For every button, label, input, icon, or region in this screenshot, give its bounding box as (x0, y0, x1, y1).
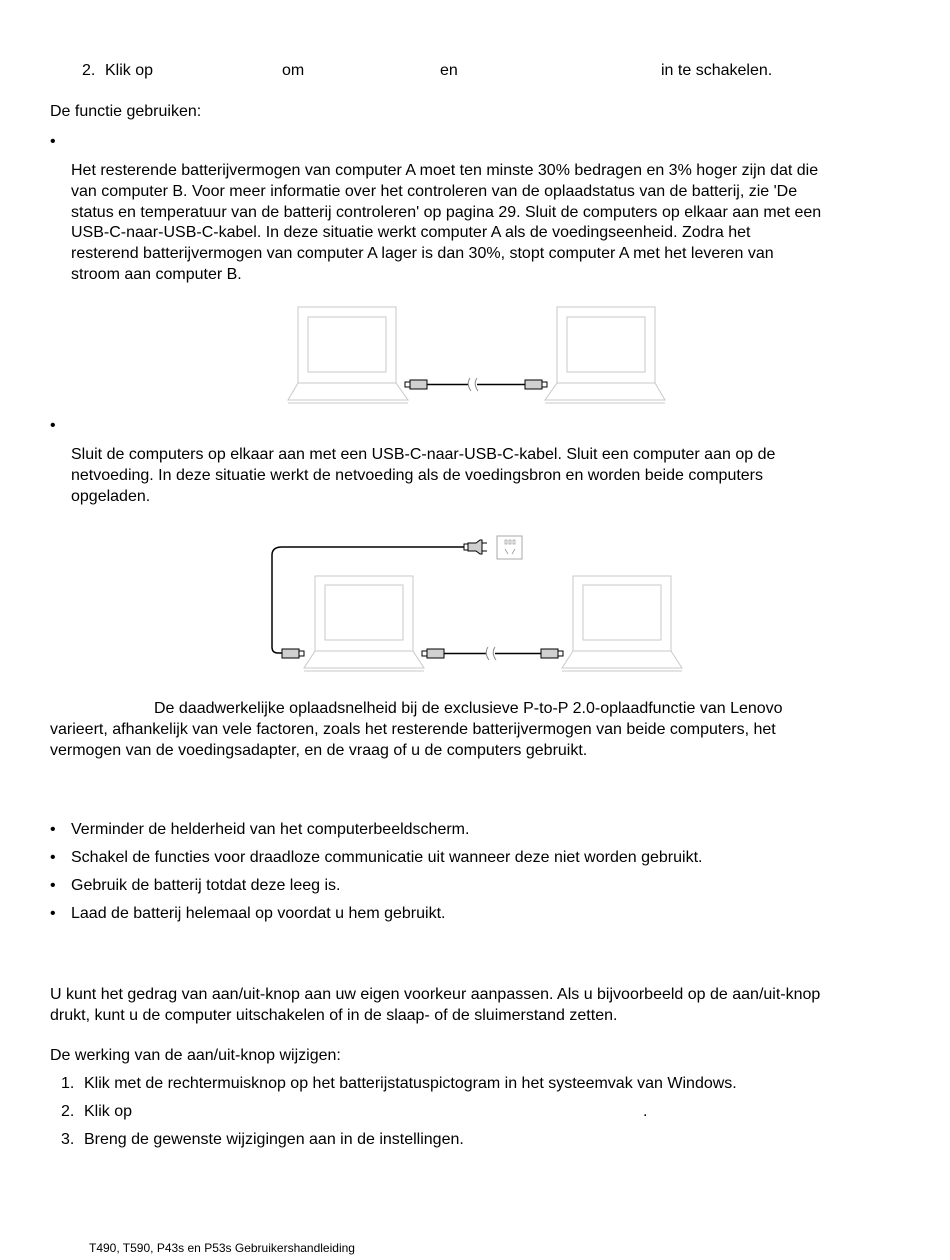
laptops-with-power-diagram (260, 525, 700, 675)
text-line: netvoeding. In deze situatie werkt de netvoeding als de voedingsbron en worden beide computers (71, 466, 764, 484)
step-text: Klik met de rechtermuisknop op het batterijstatuspictogram in het systeemvak van Windows. (84, 1075, 737, 1092)
step-text-part: en (440, 62, 458, 79)
step-number: 2. (61, 1103, 75, 1120)
section-heading: De werking van de aan/uit-knop wijzigen: (50, 1047, 341, 1064)
text-line: De daadwerkelijke oplaadsnelheid bij de exclusieve P-to-P 2.0-oplaadfunctie van Lenovo (154, 700, 783, 717)
step-text-trailing: . (643, 1103, 648, 1120)
bullet-marker: • (50, 877, 56, 894)
laptop-icon (562, 576, 682, 671)
power-button-intro (50, 985, 820, 1027)
text-line: status en temperatuur van de batterij controleren' op pagina 29. Sluit de computers op elkaar aan met een (71, 203, 822, 221)
text-line: opgeladen. (71, 487, 151, 505)
bullet-marker: • (50, 905, 56, 922)
bullet1-paragraph (71, 161, 821, 286)
bullet-marker: • (50, 133, 56, 150)
laptop-icon (288, 307, 408, 403)
list-item: Laad de batterij helemaal op voordat u hem gebruikt. (71, 905, 446, 922)
text-line: U kunt het gedrag van aan/uit-knop aan uw eigen voorkeur aanpassen. Als u bijvoorbeeld op de aan/uit-knop (50, 986, 821, 1003)
list-item: Gebruik de batterij totdat deze leeg is. (71, 877, 341, 894)
bullet-marker: • (50, 821, 56, 838)
step-number: 1. (61, 1075, 75, 1092)
text-line: vermogen van de voedingsadapter, en de vraag of u de computers gebruikt. (50, 741, 588, 759)
power-outlet-icon (497, 536, 522, 559)
text-line: USB-C-naar-USB-C-kabel. In deze situatie werkt computer A als de voedingseenheid. Zodra het (71, 224, 751, 242)
text-line: varieert, afhankelijk van vele factoren, zoals het resterende batterijvermogen van beide computers, het (50, 720, 776, 738)
step-text: Breng de gewenste wijzigingen aan in de instellingen. (84, 1131, 464, 1148)
bullet2-paragraph (71, 445, 775, 507)
step-text: Klik op (84, 1103, 133, 1120)
page-footer: T490, T590, P43s en P53s Gebruikershandleiding (89, 1241, 355, 1255)
list-item: Schakel de functies voor draadloze communicatie uit wanneer deze niet worden gebruikt. (71, 849, 703, 866)
list-item: Verminder de helderheid van het computerbeeldscherm. (71, 821, 470, 838)
text-line: stroom aan computer B. (71, 265, 242, 283)
text-line: Sluit de computers op elkaar aan met een USB-C-naar-USB-C-kabel. Sluit een computer aan op de (71, 446, 776, 463)
bullet-marker: • (50, 417, 56, 434)
usb-c-cable-icon (405, 378, 547, 391)
laptop-to-laptop-diagram (280, 300, 680, 410)
text-line: drukt, kunt u de computer uitschakelen of in de slaap- of de sluimerstand zetten. (50, 1006, 618, 1024)
step-number: 3. (61, 1131, 75, 1148)
text-line: van computer B. Voor meer informatie over het controleren van de oplaadstatus van de batterij, zie 'De (71, 182, 798, 200)
step-text-part: om (282, 62, 305, 79)
bullet-marker: • (50, 849, 56, 866)
text-line: Het resterende batterijvermogen van computer A moet ten minste 30% bedragen en 3% hoger zijn dat die (71, 162, 819, 179)
step-text-part: in te schakelen. (661, 62, 773, 79)
section-heading: De functie gebruiken: (50, 103, 202, 120)
laptop-icon (545, 307, 665, 403)
note-paragraph (50, 699, 783, 761)
step-text-part: Klik op (105, 62, 154, 79)
laptop-icon (304, 576, 424, 671)
usb-c-cable-icon (422, 647, 563, 660)
step-number: 2. (82, 62, 96, 79)
text-line: resterend batterijvermogen van computer A lager is dan 30%, stopt computer A met het leveren van (71, 245, 774, 263)
